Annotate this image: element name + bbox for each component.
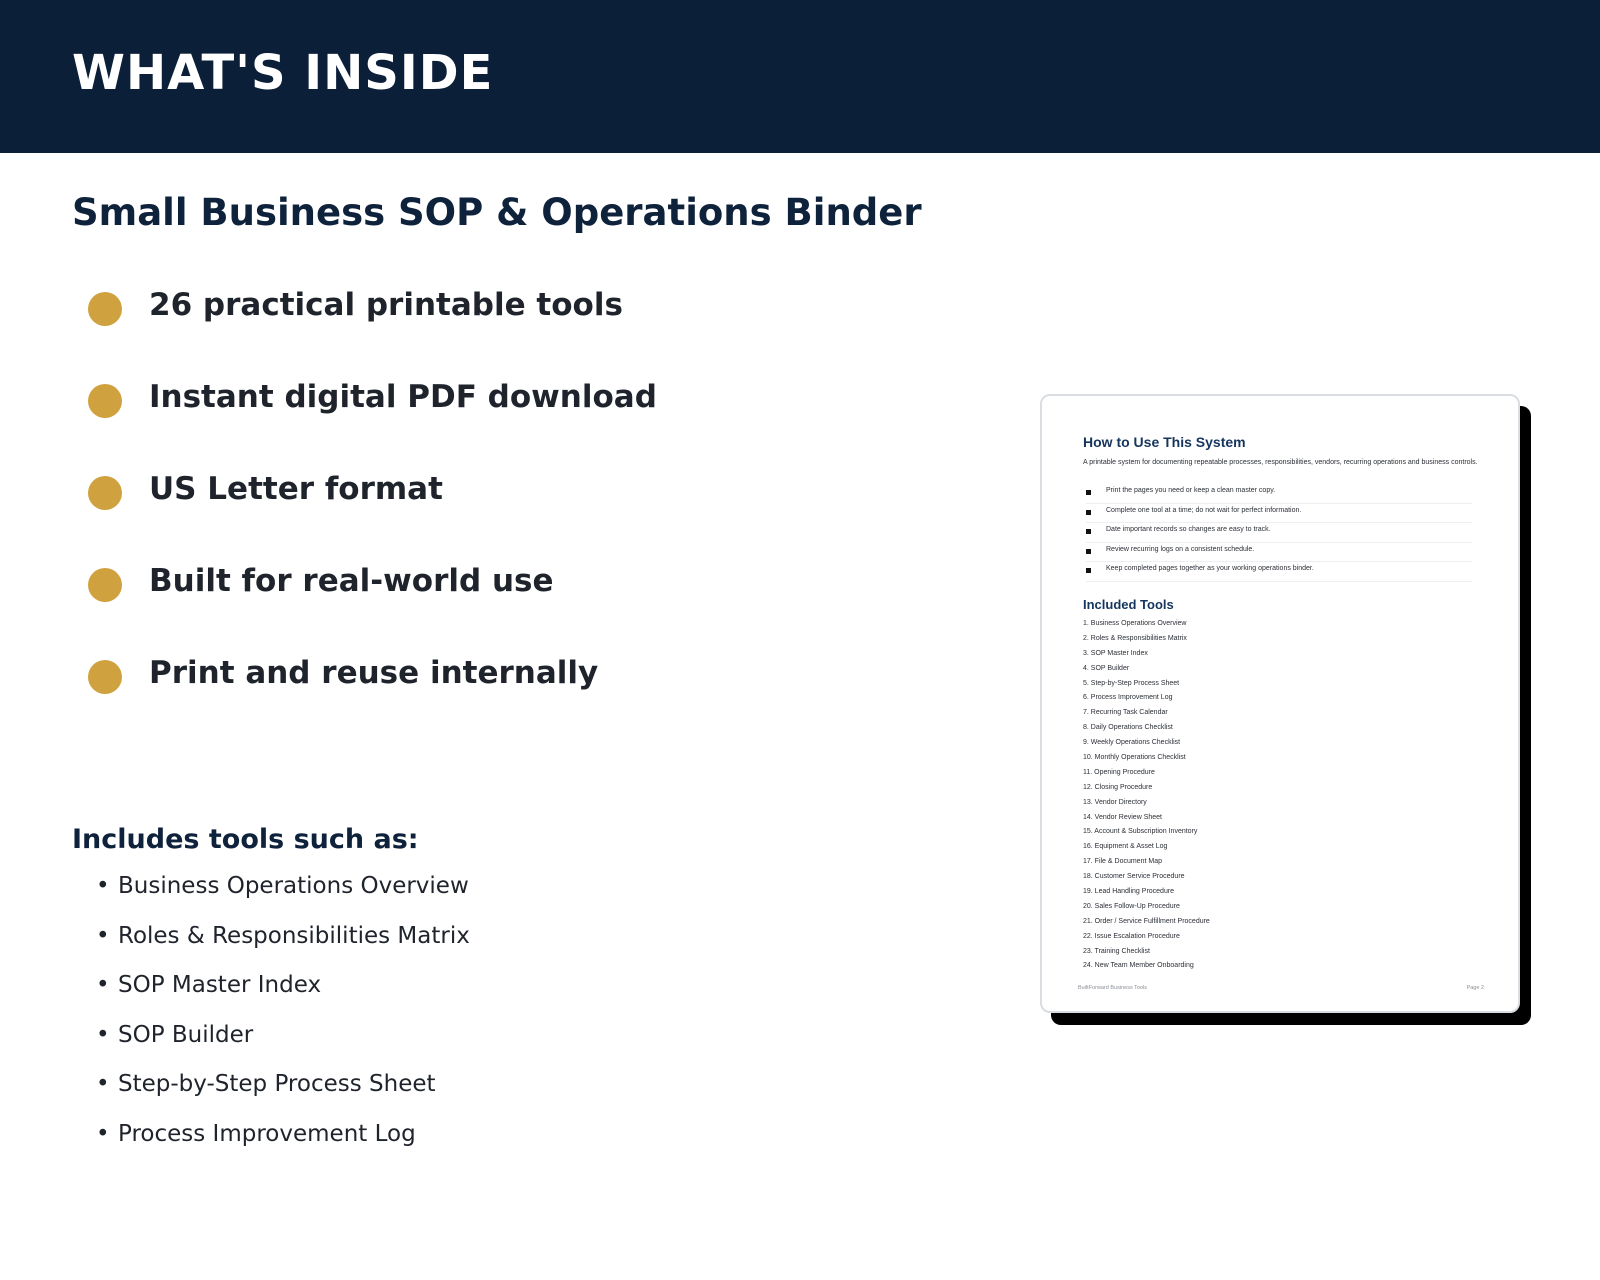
bullet-icon: •: [96, 922, 110, 949]
feature-item: [88, 374, 908, 424]
list-item-text: SOP Builder: [118, 1021, 254, 1048]
preview-tool-item: 21. Order / Service Fulfillment Procedure: [1083, 917, 1210, 925]
preview-tip: [1086, 562, 1472, 582]
preview-tool-item: 18. Customer Service Procedure: [1083, 873, 1185, 881]
includes-list: [96, 868, 470, 1166]
preview-tool-item: 2. Roles & Responsibilities Matrix: [1083, 634, 1187, 642]
preview-tool-item: 1. Business Operations Overview: [1083, 620, 1187, 627]
list-item-text: Roles & Responsibilities Matrix: [118, 922, 470, 949]
list-item-text: Step-by-Step Process Sheet: [118, 1071, 436, 1098]
feature-item: [88, 466, 908, 516]
list-item: [96, 967, 470, 1017]
bullet-dot-icon: [88, 476, 122, 510]
preview-tool-item: 12. Closing Procedure: [1083, 783, 1153, 791]
list-item-text: Business Operations Overview: [118, 873, 469, 899]
preview-tool-item: 24. New Team Member Onboarding: [1083, 962, 1194, 970]
list-item: [96, 918, 470, 968]
includes-heading: Includes tools such as:: [72, 824, 419, 855]
square-bullet-icon: [1086, 490, 1091, 495]
preview-tool-item: 4. SOP Builder: [1083, 664, 1130, 672]
preview-tip: [1086, 484, 1472, 504]
feature-text: Print and reuse internally: [149, 655, 599, 691]
bullet-icon: •: [96, 1120, 110, 1147]
preview-tool-item: 15. Account & Subscription Inventory: [1083, 828, 1198, 836]
square-bullet-icon: [1086, 529, 1091, 534]
preview-tool-item: 11. Opening Procedure: [1083, 768, 1155, 776]
preview-tool-item: 3. SOP Master Index: [1083, 649, 1148, 657]
preview-tip-text: Date important records so changes are easy to track.: [1106, 526, 1271, 533]
feature-text: Instant digital PDF download: [149, 379, 657, 415]
preview-tip-text: Keep completed pages together as your working operations binder.: [1106, 565, 1314, 572]
preview-tip-text: Print the pages you need or keep a clean master copy.: [1106, 487, 1276, 494]
preview-tools-list: [1083, 619, 1210, 976]
list-item: [96, 868, 470, 918]
preview-tool-item: 5. Step-by-Step Process Sheet: [1083, 679, 1180, 687]
list-item: [96, 1116, 470, 1166]
document-preview: [1040, 394, 1520, 1013]
list-item-text: Process Improvement Log: [118, 1120, 416, 1147]
preview-tool-item: 13. Vendor Directory: [1083, 798, 1147, 806]
preview-tip: [1086, 504, 1472, 524]
preview-tools-heading: Included Tools: [1083, 597, 1174, 612]
bullet-dot-icon: [88, 568, 122, 602]
preview-tool-item: 22. Issue Escalation Procedure: [1083, 932, 1180, 940]
preview-tool-item: 17. File & Document Map: [1083, 858, 1162, 866]
bullet-icon: •: [96, 972, 110, 999]
list-item: [96, 1017, 470, 1067]
bullet-dot-icon: [88, 660, 122, 694]
preview-tool-item: 10. Monthly Operations Checklist: [1083, 754, 1186, 762]
square-bullet-icon: [1086, 549, 1091, 554]
preview-page-number: Page 2: [1466, 985, 1484, 991]
preview-tips: [1086, 484, 1472, 582]
preview-heading: How to Use This System: [1083, 434, 1246, 450]
header-title: WHAT'S INSIDE: [72, 45, 494, 101]
list-item-text: SOP Master Index: [118, 972, 322, 999]
bullet-dot-icon: [88, 292, 122, 326]
bullet-dot-icon: [88, 384, 122, 418]
square-bullet-icon: [1086, 568, 1091, 573]
feature-text: US Letter format: [149, 471, 443, 507]
feature-item: [88, 282, 908, 332]
square-bullet-icon: [1086, 510, 1091, 515]
preview-tool-item: 20. Sales Follow-Up Procedure: [1083, 902, 1180, 910]
preview-tip-text: Review recurring logs on a consistent schedule.: [1106, 545, 1255, 553]
preview-footer-brand: BuiltForward Business Tools: [1078, 985, 1147, 991]
preview-tool-item: 14. Vendor Review Sheet: [1083, 813, 1162, 821]
feature-text: 26 practical printable tools: [149, 287, 623, 323]
preview-tool-item: 7. Recurring Task Calendar: [1083, 709, 1168, 717]
preview-tip: [1086, 543, 1472, 563]
preview-tool-item: 9. Weekly Operations Checklist: [1083, 739, 1181, 747]
feature-item: [88, 558, 908, 608]
bullet-icon: •: [96, 873, 110, 899]
product-title: Small Business SOP & Operations Binder: [72, 191, 922, 234]
feature-text: Built for real-world use: [149, 563, 554, 599]
preview-intro: A printable system for documenting repeatable processes, responsibilities, vendors, recurring operations and business controls.: [1083, 459, 1478, 466]
preview-tool-item: 6. Process Improvement Log: [1083, 694, 1173, 702]
preview-tool-item: 16. Equipment & Asset Log: [1083, 843, 1168, 851]
preview-tip-text: Complete one tool at a time; do not wait for perfect information.: [1106, 506, 1302, 514]
preview-tool-item: 19. Lead Handling Procedure: [1083, 888, 1175, 896]
preview-tip: [1086, 523, 1472, 543]
feature-item: [88, 650, 908, 700]
header-banner: [0, 0, 1600, 153]
preview-tool-item: 23. Training Checklist: [1083, 947, 1150, 955]
list-item: [96, 1066, 470, 1116]
bullet-icon: •: [96, 1071, 110, 1098]
preview-tool-item: 8. Daily Operations Checklist: [1083, 724, 1173, 732]
bullet-icon: •: [96, 1021, 110, 1048]
